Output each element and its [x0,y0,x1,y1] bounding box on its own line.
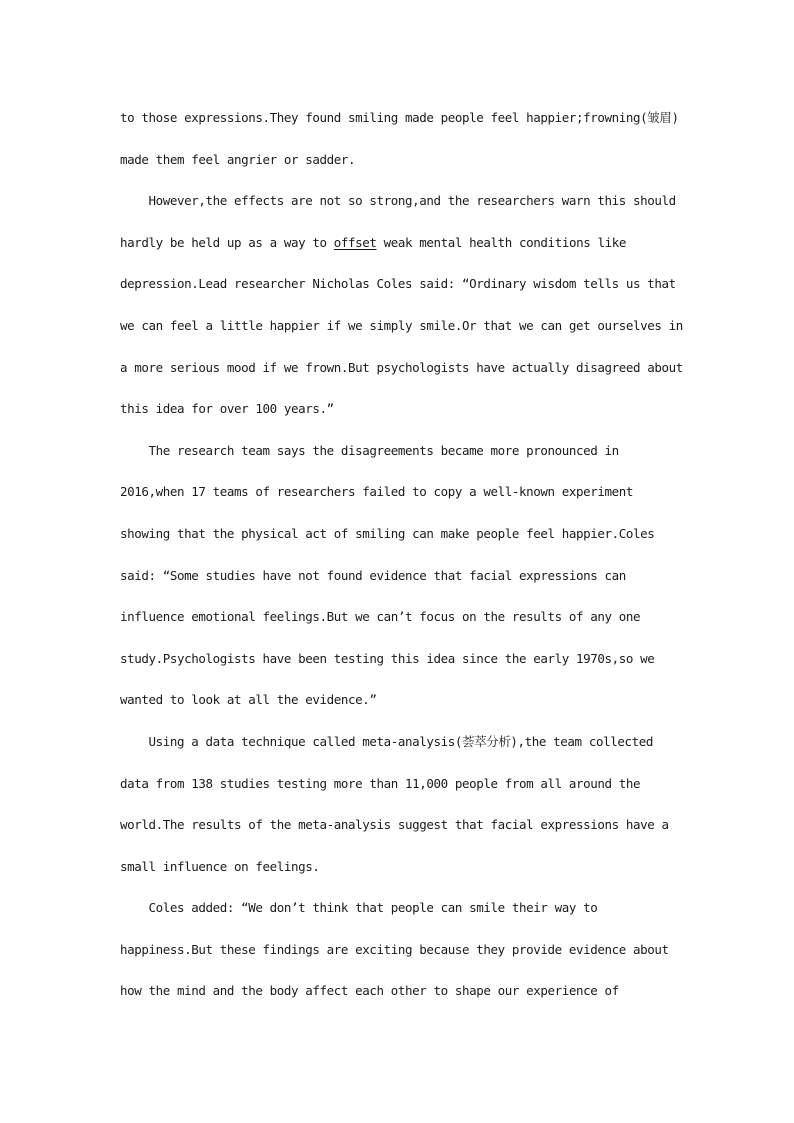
underlined-word: offset [333,234,377,250]
text-line: 2016,when 17 teams of researchers failed to copy a well-known experiment [120,484,634,500]
text-fragment: hardly be held up as a way to [120,234,334,250]
text-line: depression.Lead researcher Nicholas Coles said: “Ordinary wisdom tells us that [120,276,676,292]
text-line: this idea for over 100 years.” [120,401,334,417]
text-line: Coles added: “We don’t think that people can smile their way to [120,900,598,916]
body-text [120,97,683,1012]
text-line: we can feel a little happier if we simply smile.Or that we can get ourselves in [120,317,683,333]
text-line: small influence on feelings. [120,858,320,874]
text-line: happiness.But these findings are exciting because they provide evidence about [120,941,669,957]
text-fragment: weak mental health conditions like [376,234,626,250]
text-line: The research team says the disagreements became more pronounced in [120,442,619,458]
text-line: However,the effects are not so strong,and the researchers warn this should [120,193,676,209]
text-line: influence emotional feelings.But we can’t focus on the results of any one [120,609,641,625]
text-line: data from 138 studies testing more than 11,000 people from all around the [120,775,641,791]
text-line: said: “Some studies have not found evidence that facial expressions can [120,567,626,583]
text-line: how the mind and the body affect each other to shape our experience of [120,983,619,999]
text-line: made them feel angrier or sadder. [120,151,356,167]
text-line: wanted to look at all the evidence.” [120,692,377,708]
text-line: a more serious mood if we frown.But psychologists have actually disagreed about [120,359,683,375]
text-line: to those expressions.They found smiling made people feel happier;frowning(皱眉) [120,110,679,125]
text-line: world.The results of the meta-analysis suggest that facial expressions have a [120,817,669,833]
text-line: Using a data technique called meta-analysis(荟萃分析),the team collected [120,733,653,749]
text-line: showing that the physical act of smiling can make people feel happier.Coles [120,525,655,541]
text-line-with-underlined-word [120,222,680,264]
text-line: study.Psychologists have been testing this idea since the early 1970s,so we [120,650,655,666]
